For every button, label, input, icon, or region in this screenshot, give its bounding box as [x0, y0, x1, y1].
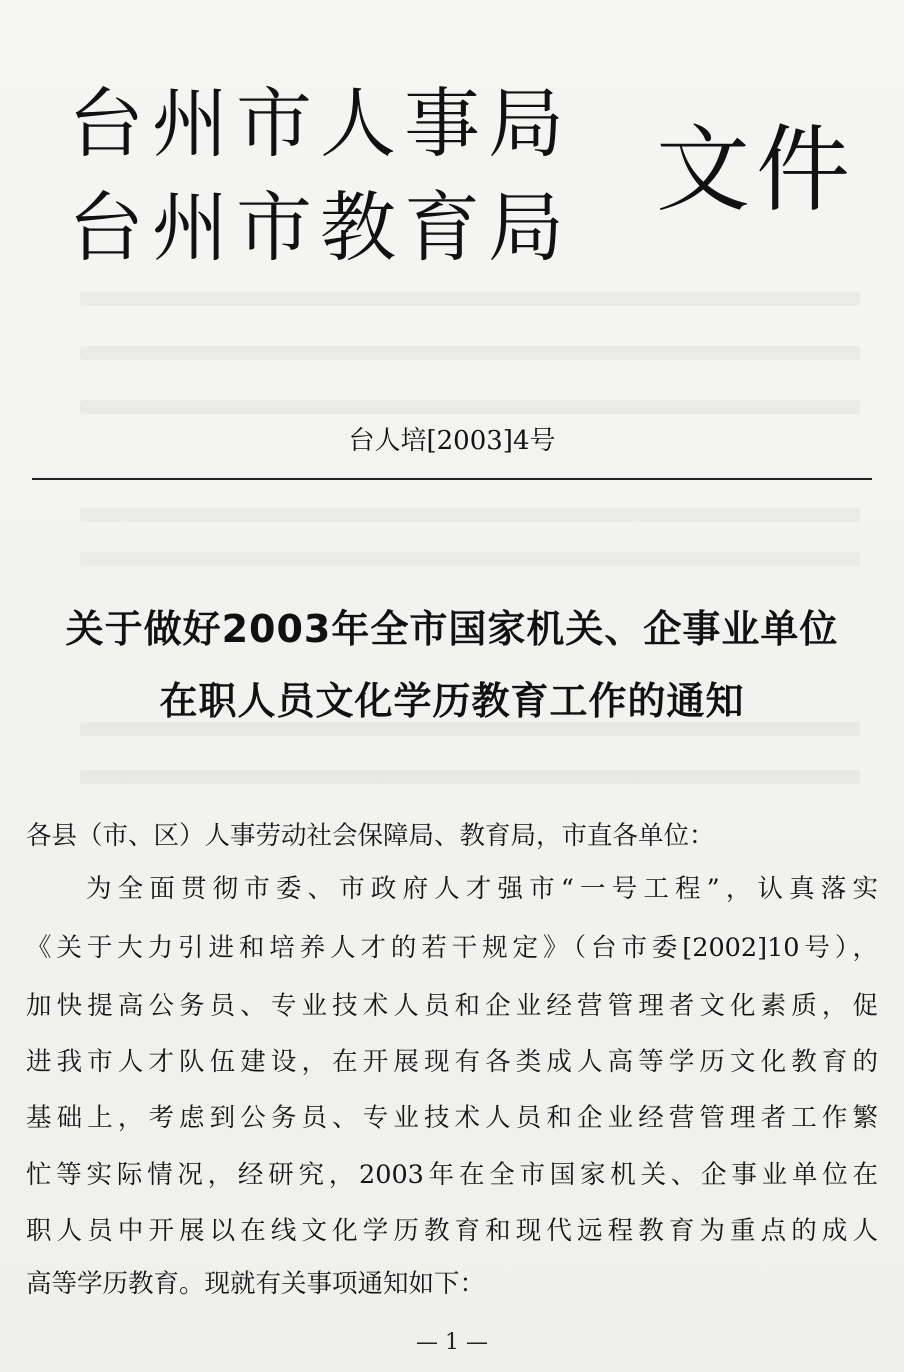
page-number: — 1 — — [416, 1330, 488, 1355]
bleed-through-mark — [80, 552, 860, 566]
bleed-through-mark — [80, 346, 860, 360]
bleed-through-mark — [80, 292, 860, 306]
bleed-through-mark — [80, 770, 860, 784]
bleed-through-mark — [80, 508, 860, 522]
issuing-org-line-1: 台州市人事局 — [68, 79, 572, 168]
document-title-line-1: 关于做好2003年全市国家机关、企事业单位 — [65, 607, 839, 651]
body-line: 进我市人才队伍建设，在开展现有各类成人高等学历文化教育的 — [26, 1047, 878, 1077]
header-divider — [32, 478, 872, 480]
body-line: 基础上，考虑到公务员、专业技术人员和企业经营管理者工作繁 — [26, 1103, 878, 1133]
salutation: 各县（市、区）人事劳动社会保障局、教育局，市直各单位： — [26, 821, 715, 851]
body-line: 《关于大力引进和培养人才的若干规定》（台市委[2002]10号）， — [26, 933, 878, 963]
bleed-through-mark — [80, 400, 860, 414]
body-line: 职人员中开展以在线文化学历教育和现代远程教育为重点的成人 — [26, 1216, 878, 1246]
body-line: 忙等实际情况，经研究，2003年在全市国家机关、企事业单位在 — [26, 1160, 878, 1190]
document-type-label: 文件 — [656, 116, 857, 225]
body-line: 加快提高公务员、专业技术人员和企业经营管理者文化素质，促 — [26, 991, 878, 1021]
body-line: 高等学历教育。现就有关事项通知如下： — [26, 1269, 486, 1299]
body-line: 为全面贯彻市委、市政府人才强市“一号工程”，认真落实 — [86, 874, 878, 904]
document-title-line-2: 在职人员文化学历教育工作的通知 — [159, 679, 745, 723]
issuing-org-line-2: 台州市教育局 — [68, 183, 572, 272]
document-number: 台人培[2003]4号 — [348, 426, 556, 456]
